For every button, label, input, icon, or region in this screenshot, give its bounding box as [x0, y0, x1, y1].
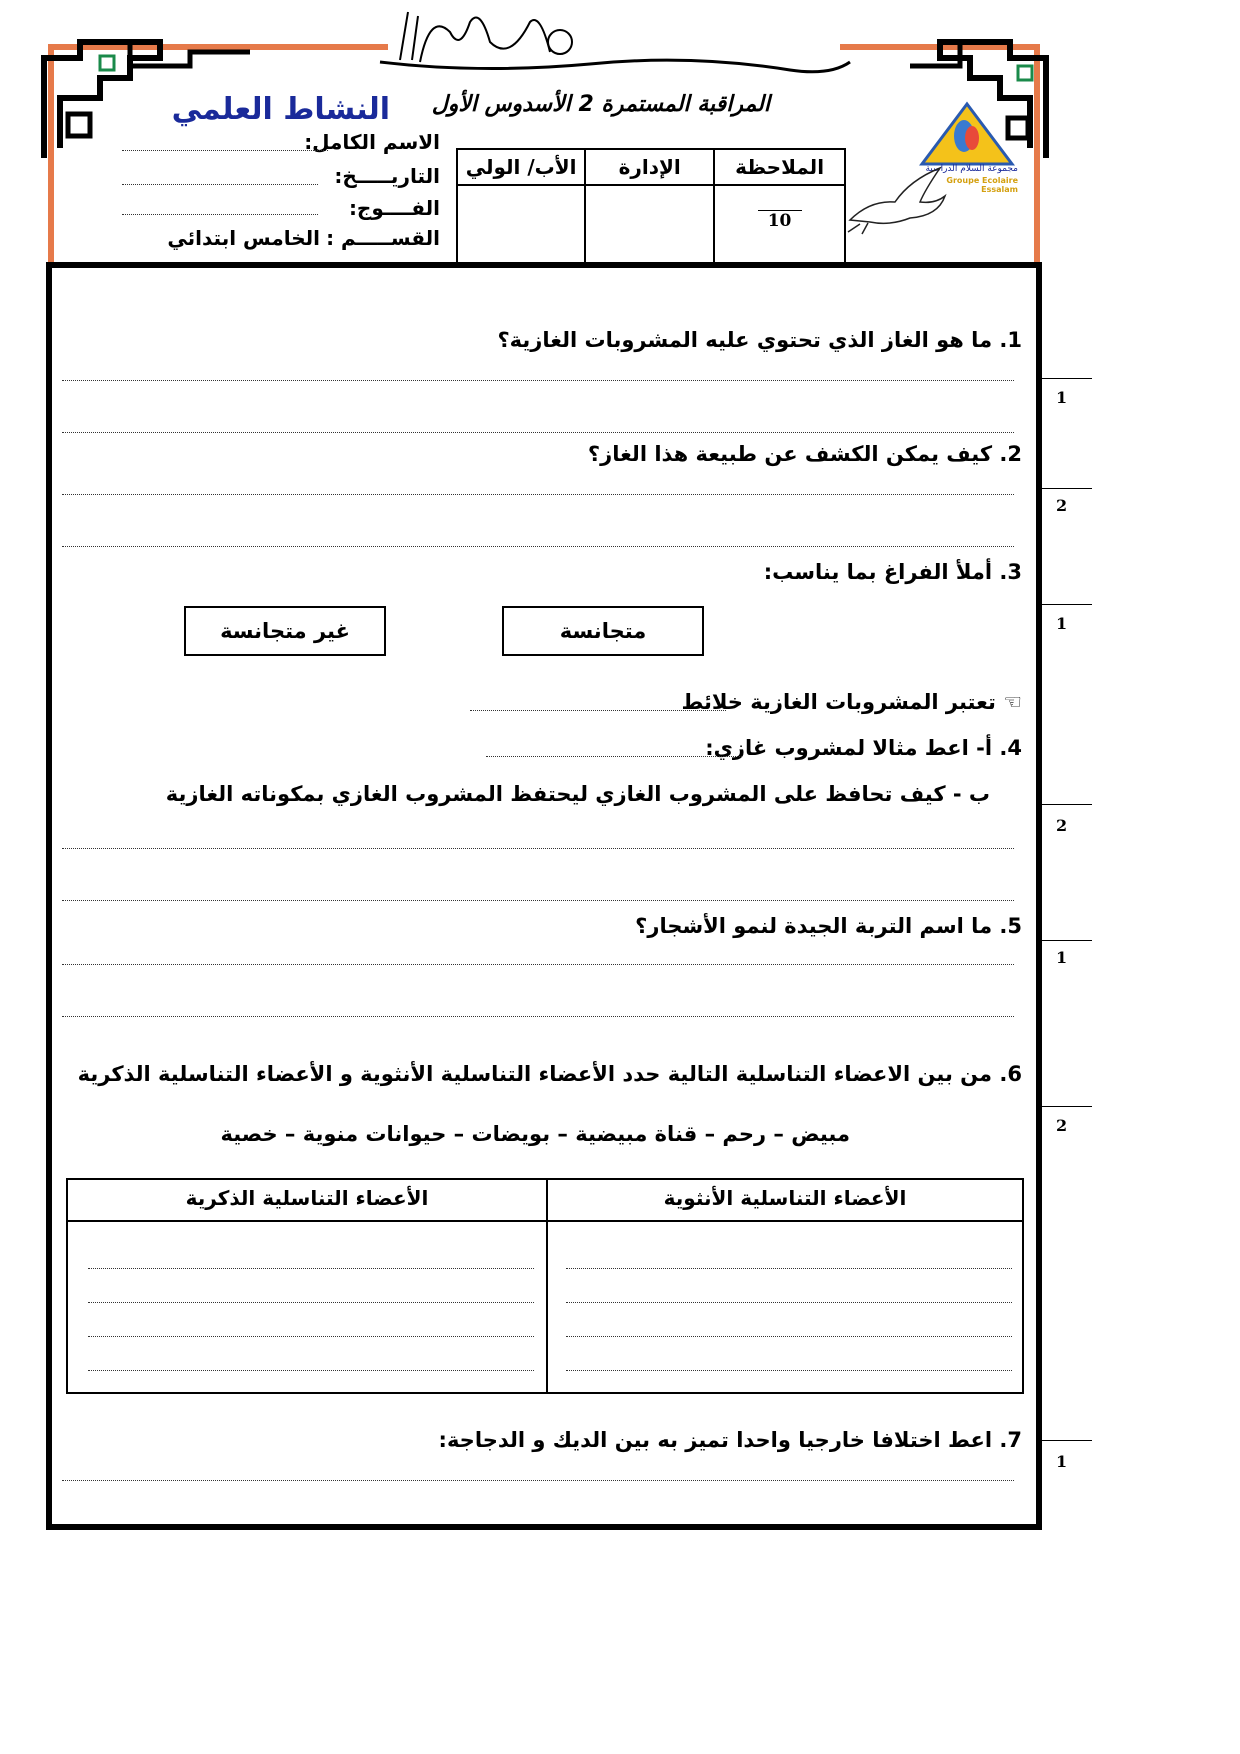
- organs-table: [66, 1178, 1024, 1394]
- female-line-3[interactable]: [566, 1336, 1012, 1337]
- female-line-2[interactable]: [566, 1302, 1012, 1303]
- q1-answer-line-1[interactable]: [62, 380, 1014, 381]
- q4b-answer-line-2[interactable]: [62, 900, 1014, 901]
- q2-answer-line-2[interactable]: [62, 546, 1014, 547]
- col-female-header: الأعضاء التناسلية الأنثوية: [663, 1186, 907, 1210]
- q7-answer-line-1[interactable]: [62, 1480, 1014, 1481]
- class-label: القســـــم :: [326, 226, 440, 250]
- subject-title: النشاط العلمي: [171, 92, 390, 127]
- col-male-header: الأعضاء التناسلية الذكرية: [185, 1186, 429, 1210]
- q1-points: 1: [1056, 388, 1068, 407]
- dove-icon: [840, 160, 950, 235]
- q5-answer-line-1[interactable]: [62, 964, 1014, 965]
- q3-points: 1: [1056, 614, 1068, 633]
- q7-points: 1: [1056, 1452, 1068, 1471]
- name-label: الاسم الكامل:: [304, 130, 440, 154]
- group-label: الفــــوج:: [348, 196, 440, 220]
- date-field[interactable]: [122, 184, 318, 185]
- name-field[interactable]: [122, 150, 328, 151]
- question-6: 6. من بين الاعضاء التناسلية التالية حدد الأعضاء التناسلية الأنثوية و الأعضاء التناسلية الذكرية: [77, 1062, 1022, 1086]
- q6-points: 2: [1056, 1116, 1068, 1135]
- question-5: 5. ما اسم التربة الجيدة لنمو الأشجار؟: [635, 914, 1022, 938]
- q4a-answer-blank[interactable]: [486, 756, 742, 757]
- date-label: التاريـــــخ:: [334, 164, 440, 188]
- class-value: الخامس ابتدائي: [167, 226, 320, 250]
- exam-title: المراقبة المستمرة 2 الأسدوس الأول: [431, 92, 770, 117]
- female-line-4[interactable]: [566, 1370, 1012, 1371]
- q5-points: 1: [1056, 948, 1068, 967]
- q5-answer-line-2[interactable]: [62, 1016, 1014, 1017]
- question-4a: 4. أ- اعط مثالا لمشروب غازي:: [705, 736, 1022, 760]
- question-1: 1. ما هو الغاز الذي تحتوي عليه المشروبات الغازية؟: [497, 328, 1022, 352]
- school-name-ar: مجموعة السلام الدراسية: [925, 164, 1018, 174]
- q2-points: 2: [1056, 496, 1068, 515]
- question-4b: ب - كيف تحافظ على المشروب الغازي ليحتفظ المشروب الغازي بمكوناته الغازية: [165, 782, 990, 806]
- q3-answer-blank[interactable]: [470, 710, 726, 711]
- school-name-fr: Groupe Ecolaire Essalam: [946, 176, 1018, 194]
- q4b-answer-line-1[interactable]: [62, 848, 1014, 849]
- question-3: 3. أملأ الفراغ بما يناسب:: [763, 560, 1022, 584]
- pointing-hand-icon: ☜: [1003, 690, 1022, 714]
- q3-statement: ☜ تعتبر المشروبات الغازية خلائط: [681, 690, 1022, 714]
- grade-header-parent: الأب/ الولي: [457, 149, 585, 185]
- female-line-1[interactable]: [566, 1268, 1012, 1269]
- grade-header-note: الملاحظة: [714, 149, 845, 185]
- option-homogeneous[interactable]: متجانسة: [502, 606, 704, 656]
- parent-signature-cell[interactable]: [457, 185, 585, 265]
- group-field[interactable]: [122, 214, 318, 215]
- male-line-1[interactable]: [88, 1268, 534, 1269]
- option-heterogeneous[interactable]: غير متجانسة: [184, 606, 386, 656]
- male-line-3[interactable]: [88, 1336, 534, 1337]
- grade-table: [456, 148, 846, 266]
- question-2: 2. كيف يمكن الكشف عن طبيعة هذا الغاز؟: [587, 442, 1022, 466]
- question-7: 7. اعط اختلافا خارجيا واحدا تميز به بين الديك و الدجاجة:: [438, 1428, 1022, 1452]
- q6-word-list: مبيض – رحم – قناة مبيضية – بويضات – حيوانات منوية – خصية: [220, 1122, 850, 1146]
- q4-points: 2: [1056, 816, 1068, 835]
- male-line-2[interactable]: [88, 1302, 534, 1303]
- score-cell[interactable]: [714, 185, 845, 265]
- q2-answer-line-1[interactable]: [62, 494, 1014, 495]
- score-denominator: 10: [767, 211, 792, 231]
- male-line-4[interactable]: [88, 1370, 534, 1371]
- bismillah-calligraphy: [360, 2, 860, 92]
- grade-header-admin: الإدارة: [585, 149, 714, 185]
- q1-answer-line-2[interactable]: [62, 432, 1014, 433]
- admin-signature-cell[interactable]: [585, 185, 714, 265]
